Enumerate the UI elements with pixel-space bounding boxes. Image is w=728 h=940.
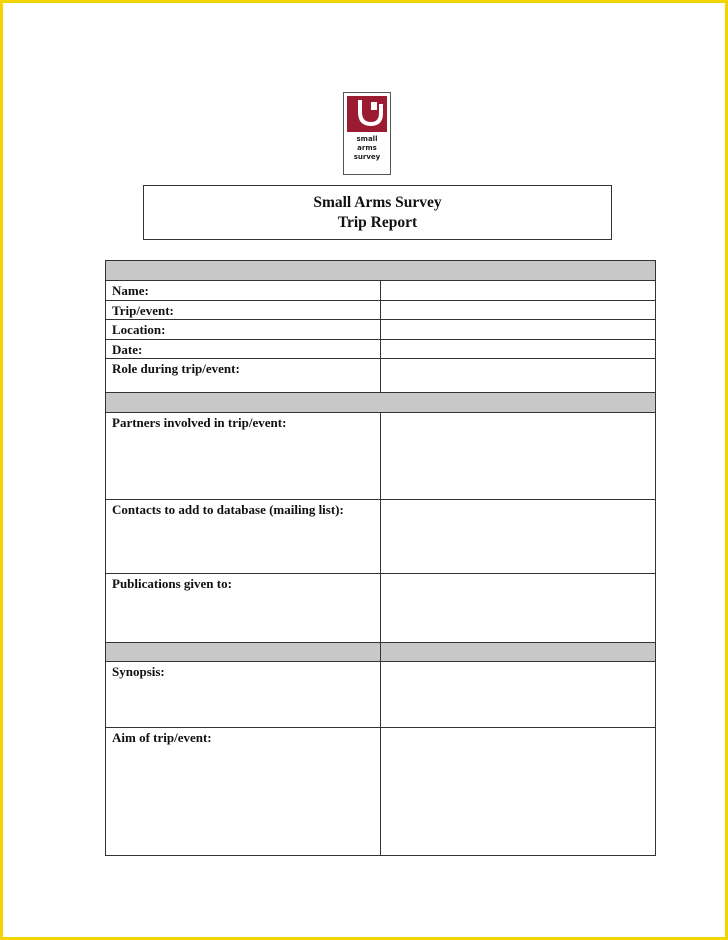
trip-label: Trip/event: [106, 301, 381, 320]
partners-field[interactable] [381, 413, 656, 500]
section-shaded-row [106, 393, 656, 413]
small-arms-survey-logo [343, 92, 391, 175]
form-row-publications [106, 574, 656, 643]
form-row-aim [106, 728, 656, 856]
form-row-role [106, 359, 656, 393]
shaded-cell [106, 261, 656, 281]
form-row-name [106, 281, 656, 301]
contacts-label: Contacts to add to database (mailing list): [106, 500, 381, 574]
logo-mark-icon [347, 96, 387, 132]
document-title: Small Arms Survey [313, 194, 442, 211]
form-row-trip [106, 301, 656, 320]
form-row-partners [106, 413, 656, 500]
date-field[interactable] [381, 340, 656, 359]
form-row-synopsis [106, 662, 656, 728]
name-label: Name: [106, 281, 381, 301]
location-field[interactable] [381, 320, 656, 340]
title-box [143, 185, 612, 240]
form-row-location [106, 320, 656, 340]
synopsis-label: Synopsis: [106, 662, 381, 728]
partners-label: Partners involved in trip/event: [106, 413, 381, 500]
location-label: Location: [106, 320, 381, 340]
section-shaded-row-2 [106, 643, 656, 662]
publications-field[interactable] [381, 574, 656, 643]
role-label: Role during trip/event: [106, 359, 381, 393]
contacts-field[interactable] [381, 500, 656, 574]
shaded-cell [106, 393, 656, 413]
document-subtitle: Trip Report [337, 214, 418, 231]
form-row-contacts [106, 500, 656, 574]
role-field[interactable] [381, 359, 656, 393]
synopsis-field[interactable] [381, 662, 656, 728]
shaded-cell [381, 643, 656, 662]
trip-field[interactable] [381, 301, 656, 320]
header-shaded-row [106, 261, 656, 281]
aim-label: Aim of trip/event: [106, 728, 381, 856]
form-row-date [106, 340, 656, 359]
logo-text: small arms survey [353, 135, 381, 161]
shaded-cell [106, 643, 381, 662]
aim-field[interactable] [381, 728, 656, 856]
trip-report-form [105, 260, 656, 856]
name-field[interactable] [381, 281, 656, 301]
date-label: Date: [106, 340, 381, 359]
publications-label: Publications given to: [106, 574, 381, 643]
